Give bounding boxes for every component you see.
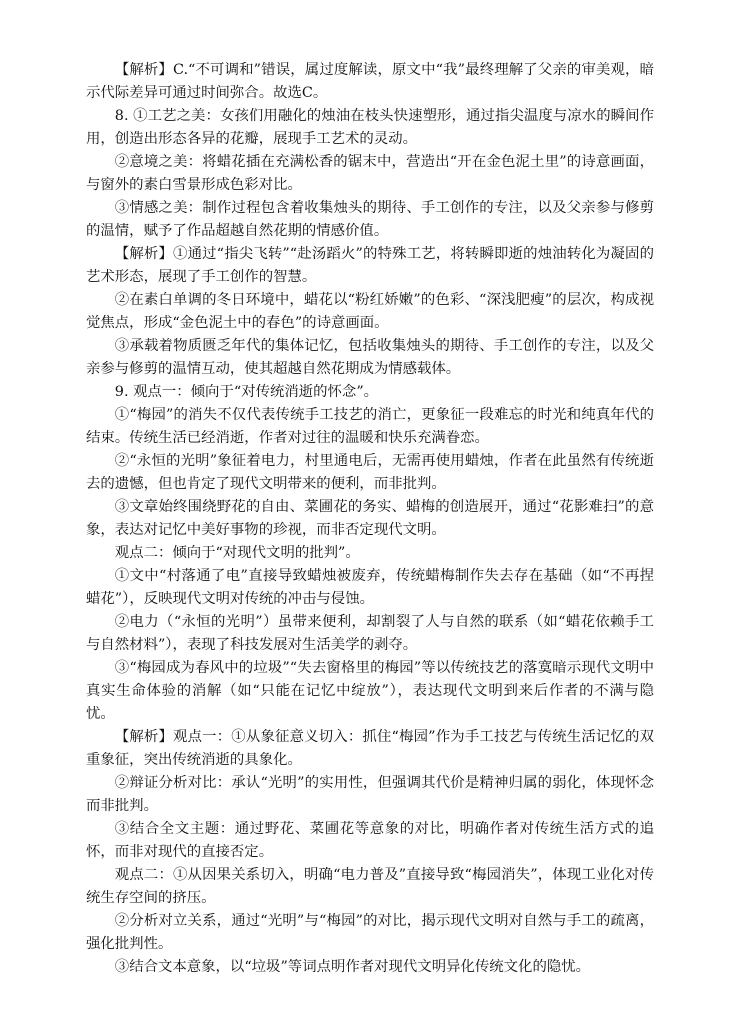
answer-q9-view2-heading: 观点二：倾向于“对现代文明的批判”。	[114, 545, 360, 561]
answer-q8-point1: 8. ①工艺之美：女孩们用融化的烛油在枝头快速塑形，通过指尖温度与凉水的瞬间作用，创造出形态各异的花瓣，展现手工艺术的灵动。	[86, 108, 654, 147]
analysis-q9-view2-3: ③结合文本意象，以“垃圾”等词点明作者对现代文明异化传统文化的隐忧。	[114, 959, 591, 975]
answer-q9-view2-point1: ①文中“村落通了电”直接导致蜡烛被废弃，传统蜡梅制作失去存在基础（如“不再捏蜡花”），反映现代文明对传统的冲击与侵蚀。	[86, 568, 654, 607]
analysis-q7: 【解析】C.“不可调和”错误，属过度解读，原文中“我”最终理解了父亲的审美观，暗示代际差异可通过时间弥合。故选C。	[86, 62, 654, 101]
answer-q9-view1-heading: 9. 观点一：倾向于“对传统消逝的怀念”。	[114, 384, 379, 400]
answer-q8-point3: ③情感之美：制作过程包含着收集烛头的期待、手工创作的专注，以及父亲参与修剪的温情，赋予了作品超越自然花期的情感价值。	[86, 200, 654, 239]
answer-q9-view2-point2: ②电力（“永恒的光明”）虽带来便利，却割裂了人与自然的联系（如“蜡花依赖手工与自然材料”），表现了科技发展对生活美学的剥夺。	[86, 614, 654, 653]
answer-q9-view1-point1: ①“梅园”的消失不仅代表传统手工技艺的消亡，更象征一段难忘的时光和纯真年代的结束。传统生活已经消逝，作者对过往的温暖和快乐充满眷恋。	[86, 407, 654, 446]
answer-q9-view2-point3: ③“梅园成为春风中的垃圾”“失去窗格里的梅园”等以传统技艺的落寞暗示现代文明中真实生命体验的消解（如“只能在记忆中绽放”），表达现代文明到来后作者的不满与隐忧。	[86, 660, 654, 722]
analysis-q9-view2-2: ②分析对立关系，通过“光明”与“梅园”的对比，揭示现代文明对自然与手工的疏离，强化批判性。	[86, 913, 654, 952]
analysis-q9-view1-3: ③结合全文主题：通过野花、菜圃花等意象的对比，明确作者对传统生活方式的追怀，而非对现代的直接否定。	[86, 821, 654, 860]
analysis-q8-3: ③承载着物质匮乏年代的集体记忆，包括收集烛头的期待、手工创作的专注，以及父亲参与修剪的温情互动，使其超越自然花期成为情感载体。	[86, 338, 654, 377]
analysis-q9-view2-1: 观点二：①从因果关系切入，明确“电力普及”直接导致“梅园消失”，体现工业化对传统生存空间的挤压。	[86, 867, 654, 906]
answer-q9-view1-point3: ③文章始终围绕野花的自由、菜圃花的务实、蜡梅的创造展开，通过“花影难扫”的意象，表达对记忆中美好事物的珍视，而非否定现代文明。	[86, 499, 654, 538]
answer-q9-view1-point2: ②“永恒的光明”象征着电力，村里通电后，无需再使用蜡烛，作者在此虽然有传统逝去的遗憾，但也肯定了现代文明带来的便利，而非批判。	[86, 453, 654, 492]
analysis-q9-view1-1: 【解析】观点一：①从象征意义切入：抓住“梅园”作为手工技艺与传统生活记忆的双重象征，突出传统消逝的具象化。	[86, 729, 654, 768]
analysis-q8-1: 【解析】①通过“指尖飞转”“赴汤蹈火”的特殊工艺，将转瞬即逝的烛油转化为凝固的艺术形态，展现了手工创作的智慧。	[86, 246, 654, 285]
analysis-q9-view1-2: ②辩证分析对比：承认“光明”的实用性，但强调其代价是精神归属的弱化，体现怀念而非批判。	[86, 775, 654, 814]
analysis-q8-2: ②在素白单调的冬日环境中，蜡花以“粉红娇嫩”的色彩、“深浅肥瘦”的层次，构成视觉焦点，形成“金色泥土中的春色”的诗意画面。	[86, 292, 654, 331]
answer-q8-point2: ②意境之美：将蜡花插在充满松香的锯末中，营造出“开在金色泥土里”的诗意画面，与窗外的素白雪景形成色彩对比。	[86, 154, 654, 193]
